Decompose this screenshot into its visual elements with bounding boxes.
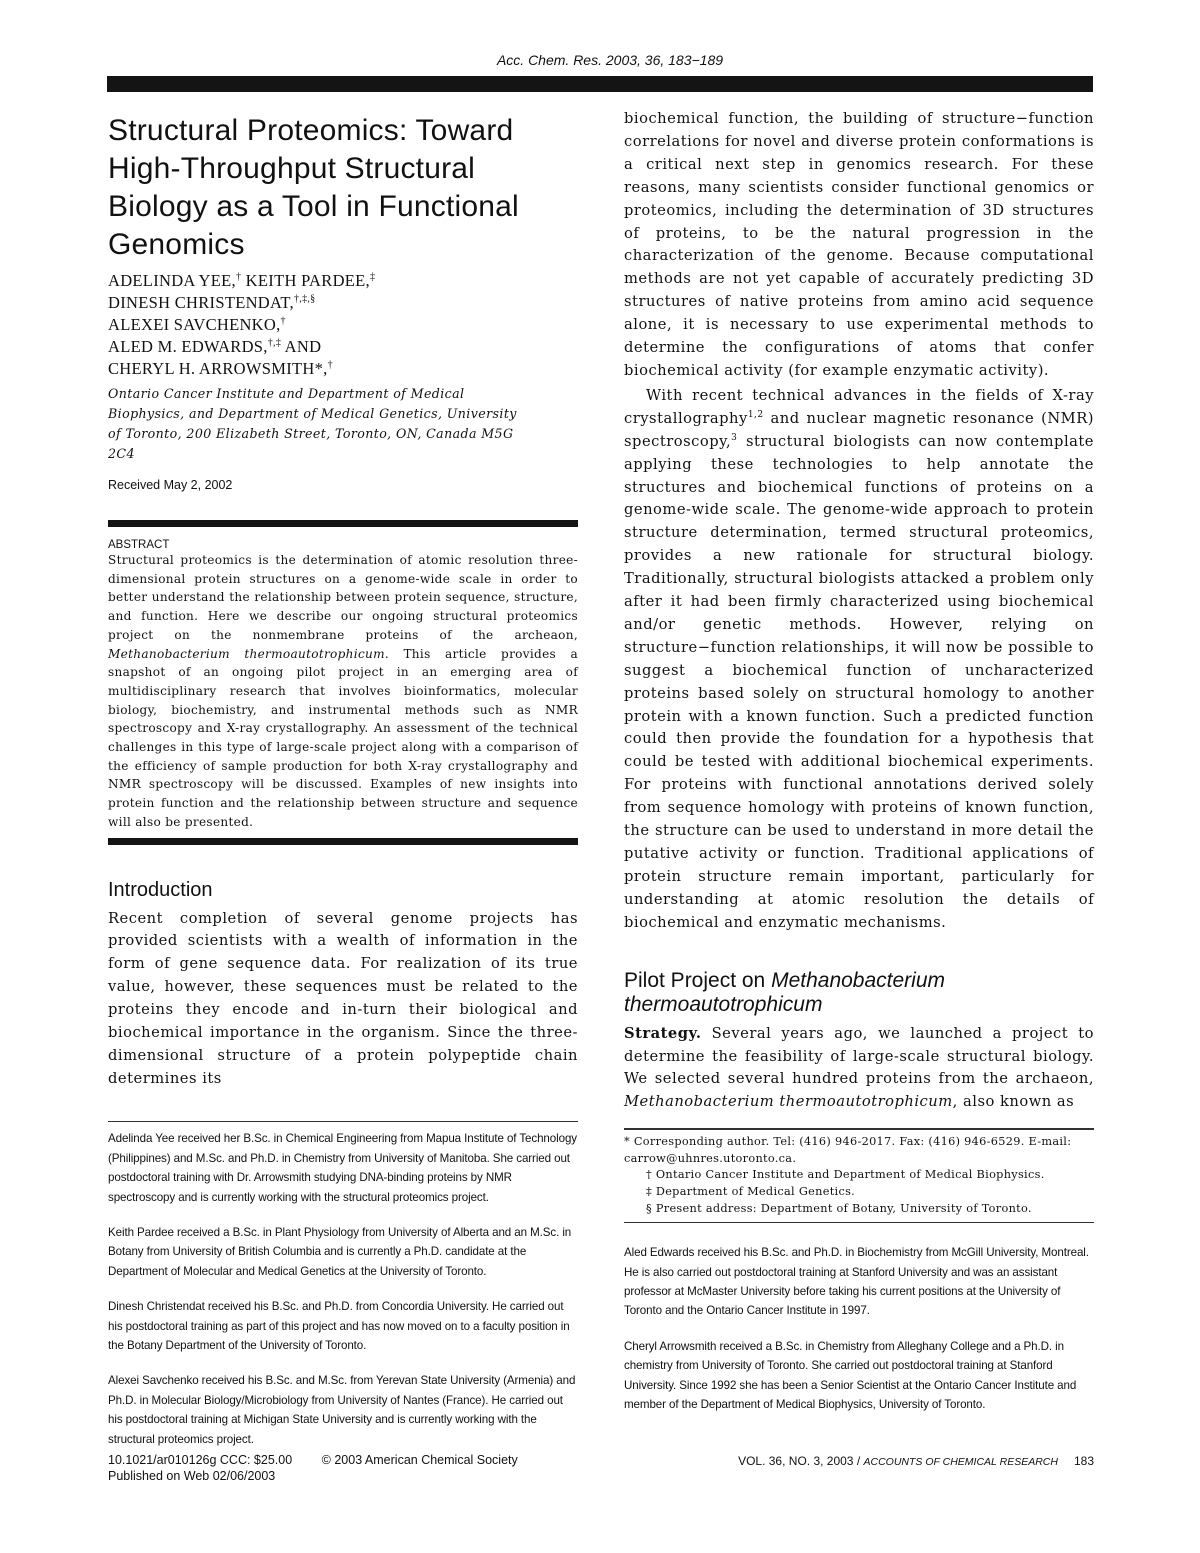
volume-info: VOL. 36, NO. 3, 2003 / [738, 1454, 864, 1468]
abstract-heading: ABSTRACT [108, 539, 170, 551]
body-paragraph: biochemical function, the building of structure−function correlations for novel and diverse protein conformations is a critical next step in genomics research. For these reasons, many scientists consider functional genomics or proteomics, including the determination of 3D structures of proteins, to be the natural progression in the characterization of the genome. Because computational methods are not yet capable of accurately predicting 3D structures of native proteins from amino acid sequence alone, it is necessary to use experimental methods to determine the configurations of atoms that confer biochemical activity (for example enzymatic activity). [624, 110, 1094, 379]
text-run: structural biologists can now contemplate applying these technologies to help annotate the structures and biochemical functions of proteins on a genome-wide scale. The genome-wide approach to protein structure determination, termed structural proteomics, provides a new rationale for structural biology. Traditionally, structural biologists attacked a problem only after it had been firmly characterized using biochemical and/or genetic methods. However, relying on structure−function relationships, it will now be possible to suggest a biochemical function of uncharacterized proteins based solely on structural homology to another protein with a known function. Such a predicted function could then provide the foundation for a hypothesis that could be tested with additional biochemical experiments. For proteins with functional annotations derived solely from sequence homology with proteins of known function, the structure can be used to understand in more detail the putative activity or function. Traditional applications of protein structure remain important, particularly for understanding at atomic resolution the details of biochemical and enzymatic mechanisms. [624, 432, 1094, 931]
abstract-text [108, 551, 578, 832]
text-run: With recent technical advances in the fields of X-ray crystallography [624, 386, 1094, 427]
abstract-top-rule [108, 520, 578, 527]
article-title [108, 112, 578, 264]
strategy-label: Strategy. [624, 1024, 702, 1042]
citation-mark: 1,2 [747, 409, 764, 420]
author-name: CHERYL H. ARROWSMITH*, [108, 359, 328, 378]
author-mark: † [235, 271, 242, 283]
received-date: Received May 2, 2002 [108, 478, 233, 492]
author-mark: † [280, 315, 286, 327]
heading-part: Pilot Project on [624, 968, 772, 992]
title-line: Genomics [108, 228, 245, 261]
journal-name: ACCOUNTS OF CHEMICAL RESEARCH [863, 1456, 1058, 1468]
author-mark: ‡ [369, 271, 376, 283]
running-head: Acc. Chem. Res. 2003, 36, 183−189 [496, 52, 724, 68]
strategy-paragraph [624, 1023, 1094, 1115]
footnotes [624, 1134, 1094, 1218]
author-bio: Adelinda Yee received her B.Sc. in Chemical Engineering from Mapua Institute of Technology (Philippines) and M.Sc. and Ph.D. in Chemistry from University of Manitoba. She carried out postdoctoral training with Dr. Arrowsmith studying DNA-binding proteins by NMR spectroscopy and is currently working with the structural proteomics project. [108, 1132, 577, 1204]
abstract-part: Structural proteomics is the determination of atomic resolution three-dimensional protein structures on a genome-wide scale in order to better understand the relationship between protein sequence, structure, and function. Here we describe our ongoing structural proteomics project on the nonmembrane proteins of the archeaon, [108, 553, 578, 642]
abstract-organism: Methanobacterium thermoautotrophicum [108, 646, 385, 661]
footnote-corresponding: * Corresponding author. Tel: (416) 946-2017. Fax: (416) 946-6529. E-mail: carrow@uhnres.utoronto.ca. [624, 1134, 1072, 1165]
author-bio: Keith Pardee received a B.Sc. in Plant Physiology from University of Alberta and an M.Sc. in Botany from University of British Columbia and is currently a Ph.D. candidate at the Department of Molecular and Medical Genetics at the University of Toronto. [108, 1225, 572, 1278]
author-bio: Dinesh Christendat received his B.Sc. and Ph.D. from Concordia University. He carried out his postdoctoral training as part of this project and has now moved on to a faculty position in the Botany Department of the University of Toronto. [108, 1300, 570, 1352]
right-column [624, 108, 1094, 1430]
author-name: DINESH CHRISTENDAT, [108, 293, 294, 312]
affiliation: Ontario Cancer Institute and Department of Medical Biophysics, and Department of Medical Genetics, University of Toronto, 200 Elizabeth Street, Toronto, ON, Canada M5G 2C4 [108, 386, 517, 461]
footnote-dagger: † Ontario Cancer Institute and Department of Medical Biophysics. [646, 1168, 1045, 1182]
title-line: Biology as a Tool in Functional [108, 190, 519, 223]
author-name: ADELINDA YEE, [108, 271, 236, 290]
author-and: AND [281, 337, 322, 356]
citation-mark: 3 [731, 432, 738, 443]
title-line: Structural Proteomics: Toward [108, 114, 514, 147]
author-list [108, 270, 578, 380]
author-name: ALEXEI SAVCHENKO, [108, 315, 281, 334]
author-name: KEITH PARDEE, [241, 271, 370, 290]
page-number: 183 [1073, 1454, 1094, 1468]
doi: 10.1021/ar010126g CCC: $25.00 [108, 1453, 293, 1467]
footnote-ddagger: ‡ Department of Medical Genetics. [646, 1185, 856, 1199]
title-line: High-Throughput Structural [108, 152, 476, 185]
text-run: , also known as [952, 1093, 1075, 1111]
footnote-rule [624, 1128, 1094, 1130]
footnote-bottom-rule [624, 1222, 1094, 1224]
footnote-section: § Present address: Department of Botany, University of Toronto. [646, 1201, 1032, 1215]
copyright: © 2003 American Chemical Society [321, 1453, 518, 1467]
intro-paragraph: Recent completion of several genome projects has provided scientists with a wealth of information in the form of gene sequence data. For realization of its true value, however, these sequences must be related to the proteins they encode and in-turn their biological and biochemical importance in the organism. Since the three-dimensional structure of a protein polypeptide chain determines its [108, 909, 578, 1087]
author-mark: †,‡,§ [293, 293, 316, 305]
header-rule [107, 76, 1093, 92]
section-heading-introduction: Introduction [108, 878, 213, 901]
text-run: and nuclear magnetic resonance (NMR) spectroscopy, [624, 409, 1094, 450]
author-bio: Cheryl Arrowsmith received a B.Sc. in Chemistry from Alleghany College and a Ph.D. in chemistry from University of Toronto. She carried out postdoctoral training at Stanford University. Since 1992 she has been a Senior Scientist at the Ontario Cancer Institute and member of the Department of Medical Biophysics, University of Toronto. [624, 1339, 1077, 1412]
left-column [108, 108, 578, 1465]
footer-right [690, 1454, 1094, 1468]
author-mark: †,‡ [267, 337, 282, 349]
author-bio: Aled Edwards received his B.Sc. and Ph.D. in Biochemistry from McGill University, Montreal. He is also carried out postdoctoral training at Stanford University and was an assistant professor at McMaster University before taking his current positions at the University of Toronto and the Ontario Cancer Institute in 1997. [624, 1246, 1089, 1318]
author-mark: † [327, 359, 333, 371]
footer-left [108, 1452, 588, 1484]
text-run: Several years ago, we launched a project to determine the feasibility of large-scale structural biology. We selected several hundred proteins from the archaeon, [624, 1024, 1094, 1088]
author-bios-right [624, 1243, 1094, 1414]
heading-part: thermoautotrophicum [624, 992, 823, 1016]
author-bios-left [108, 1129, 578, 1449]
published-date: Published on Web 02/06/2003 [108, 1469, 276, 1483]
section-heading-pilot [624, 969, 1094, 1017]
body-paragraph [624, 385, 1094, 935]
author-name: ALED M. EDWARDS, [108, 337, 268, 356]
heading-part: Methanobacterium [771, 968, 946, 992]
abstract-bottom-rule [108, 838, 578, 845]
abstract-part: . This article provides a snapshot of an ongoing pilot project in an emerging area of multidisciplinary research that involves bioinformatics, molecular biology, biochemistry, and instrumental methods such as NMR spectroscopy and X-ray crystallography. An assessment of the technical challenges in this type of large-scale project along with a comparison of the efficiency of sample production for both X-ray crystallography and NMR spectroscopy will be discussed. Examples of new insights into protein function and the relationship between structure and sequence will also be presented. [108, 646, 578, 829]
bio-rule [108, 1121, 578, 1123]
author-bio: Alexei Savchenko received his B.Sc. and M.Sc. from Yerevan State University (Armenia) and Ph.D. in Molecular Biology/Microbiology from University of Nantes (France). He carried out his postdoctoral training at Michigan State University and is currently working with the structural proteomics project. [108, 1374, 576, 1446]
text-run: Methanobacterium thermoautotrophicum [624, 1093, 953, 1111]
